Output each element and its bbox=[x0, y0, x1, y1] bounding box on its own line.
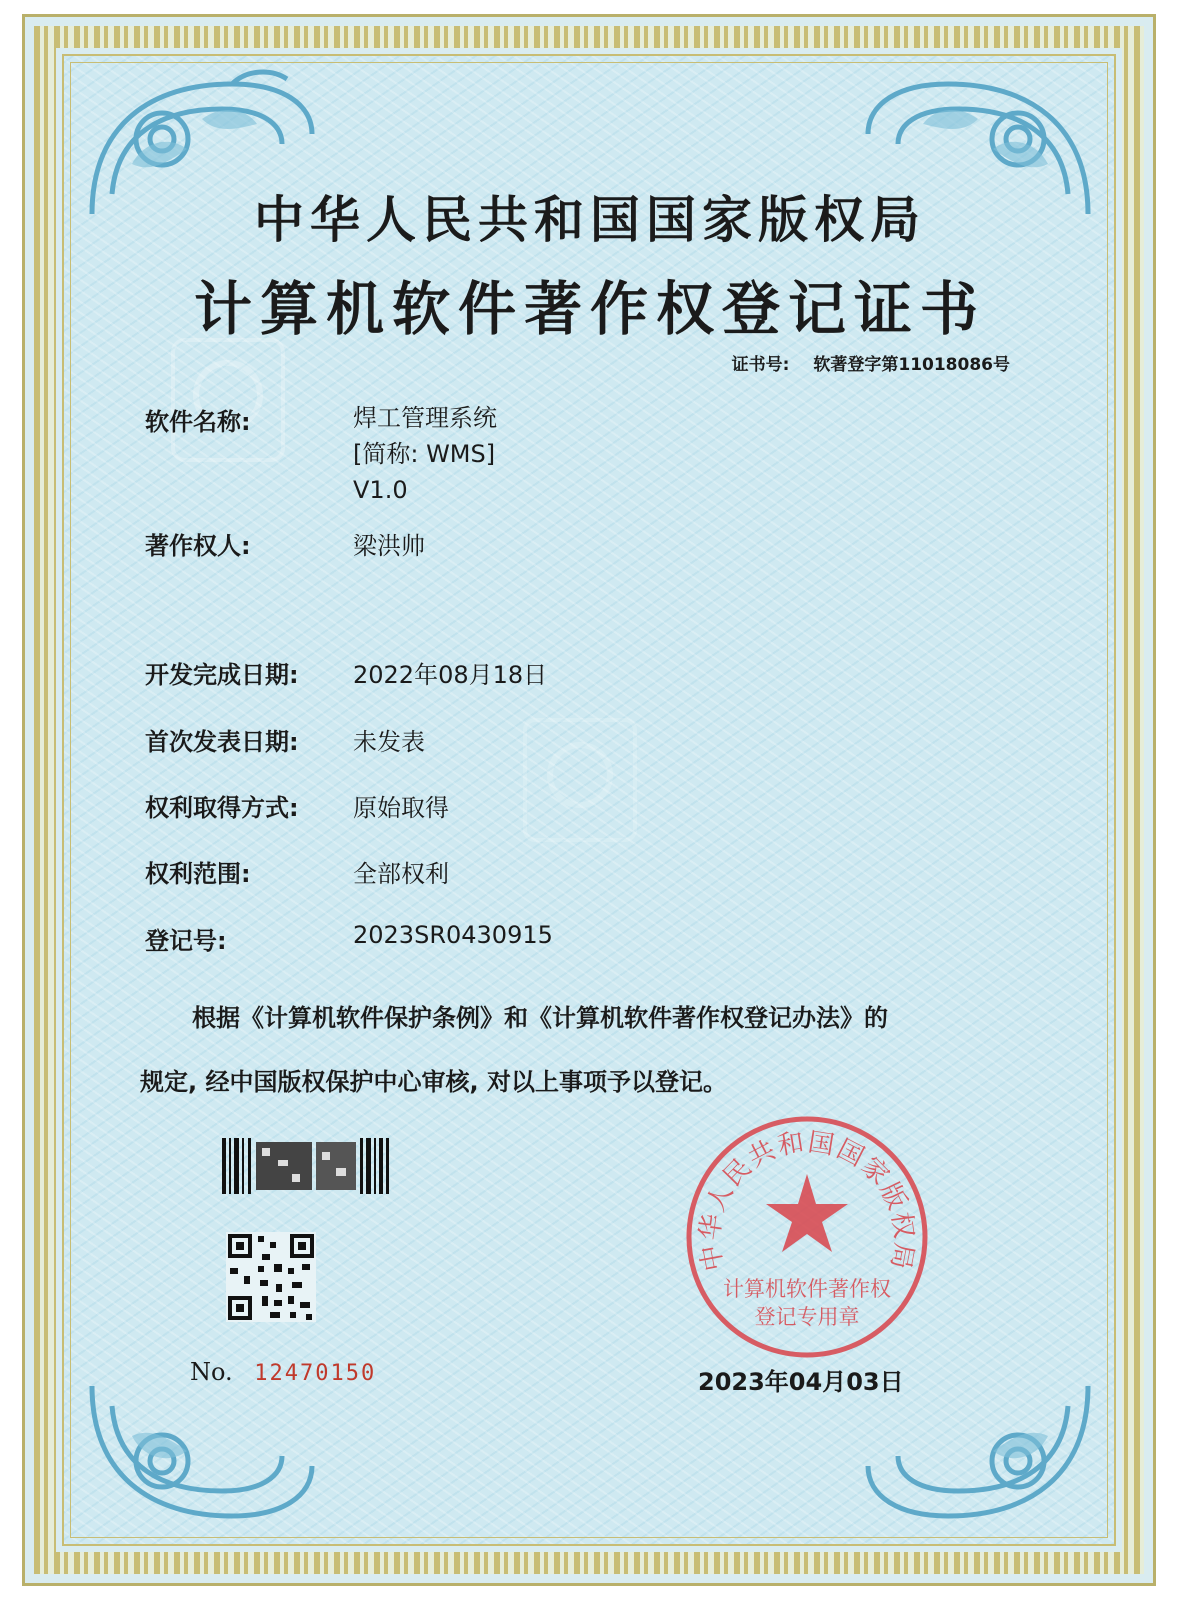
software-name-value bbox=[353, 400, 497, 508]
watermark-logo-icon bbox=[520, 715, 640, 845]
field-completion-date bbox=[145, 655, 548, 690]
watermark-logo-icon bbox=[168, 335, 288, 465]
serial-number bbox=[190, 1358, 376, 1386]
field-software-name bbox=[145, 402, 497, 504]
seal-line-1: 计算机软件著作权 bbox=[723, 1277, 891, 1301]
field-copyright-owner bbox=[145, 526, 425, 561]
field-acquisition bbox=[145, 788, 449, 823]
software-name: 焊工管理系统 bbox=[353, 404, 497, 432]
certificate-number-value: 软著登字第11018086号 bbox=[813, 355, 1010, 375]
software-abbr: [简称: WMS] bbox=[353, 440, 496, 468]
completion-date-value: 2022年08月18日 bbox=[353, 661, 548, 689]
official-seal-icon bbox=[682, 1112, 932, 1362]
acquisition-value: 原始取得 bbox=[353, 794, 449, 822]
completion-date-label: 开发完成日期: bbox=[145, 661, 299, 689]
barcode-icon bbox=[222, 1138, 390, 1194]
copyright-owner-label: 著作权人: bbox=[145, 532, 251, 560]
field-registration-number bbox=[145, 921, 553, 956]
corner-ornament-icon bbox=[858, 1376, 1108, 1536]
corner-ornament-icon bbox=[72, 1376, 322, 1536]
acquisition-label: 权利取得方式: bbox=[145, 794, 299, 822]
seal-ring-text: 中华人民共和国国家版权局 bbox=[695, 1127, 919, 1274]
certificate-number-label: 证书号: bbox=[731, 355, 790, 375]
registration-number-value: 2023SR0430915 bbox=[353, 921, 553, 949]
serial-label: No. bbox=[190, 1358, 233, 1386]
certificate-title: 计算机软件著作权登记证书 bbox=[193, 275, 986, 343]
statement-line-1: 根据《计算机软件保护条例》和《计算机软件著作权登记办法》的 bbox=[192, 1004, 888, 1032]
field-scope bbox=[145, 854, 449, 889]
scope-label: 权利范围: bbox=[145, 860, 251, 888]
software-name-label: 软件名称: bbox=[145, 408, 251, 436]
first-publish-label: 首次发表日期: bbox=[145, 728, 299, 756]
issuer-title: 中华人民共和国国家版权局 bbox=[254, 191, 926, 249]
qr-code-icon bbox=[226, 1232, 316, 1322]
registration-statement bbox=[140, 986, 1040, 1114]
statement-line-2: 规定, 经中国版权保护中心审核, 对以上事项予以登记。 bbox=[140, 1068, 727, 1096]
registration-number-label: 登记号: bbox=[145, 927, 227, 955]
seal-line-2: 登记专用章 bbox=[754, 1305, 860, 1329]
first-publish-value: 未发表 bbox=[353, 728, 425, 756]
scope-value: 全部权利 bbox=[353, 860, 449, 888]
serial-value: 12470150 bbox=[254, 1361, 377, 1386]
field-first-publish bbox=[145, 722, 425, 757]
copyright-owner-value: 梁洪帅 bbox=[353, 532, 425, 560]
issue-date: 2023年04月03日 bbox=[698, 1368, 904, 1396]
software-version: V1.0 bbox=[353, 476, 408, 504]
certificate-number bbox=[732, 350, 1010, 375]
